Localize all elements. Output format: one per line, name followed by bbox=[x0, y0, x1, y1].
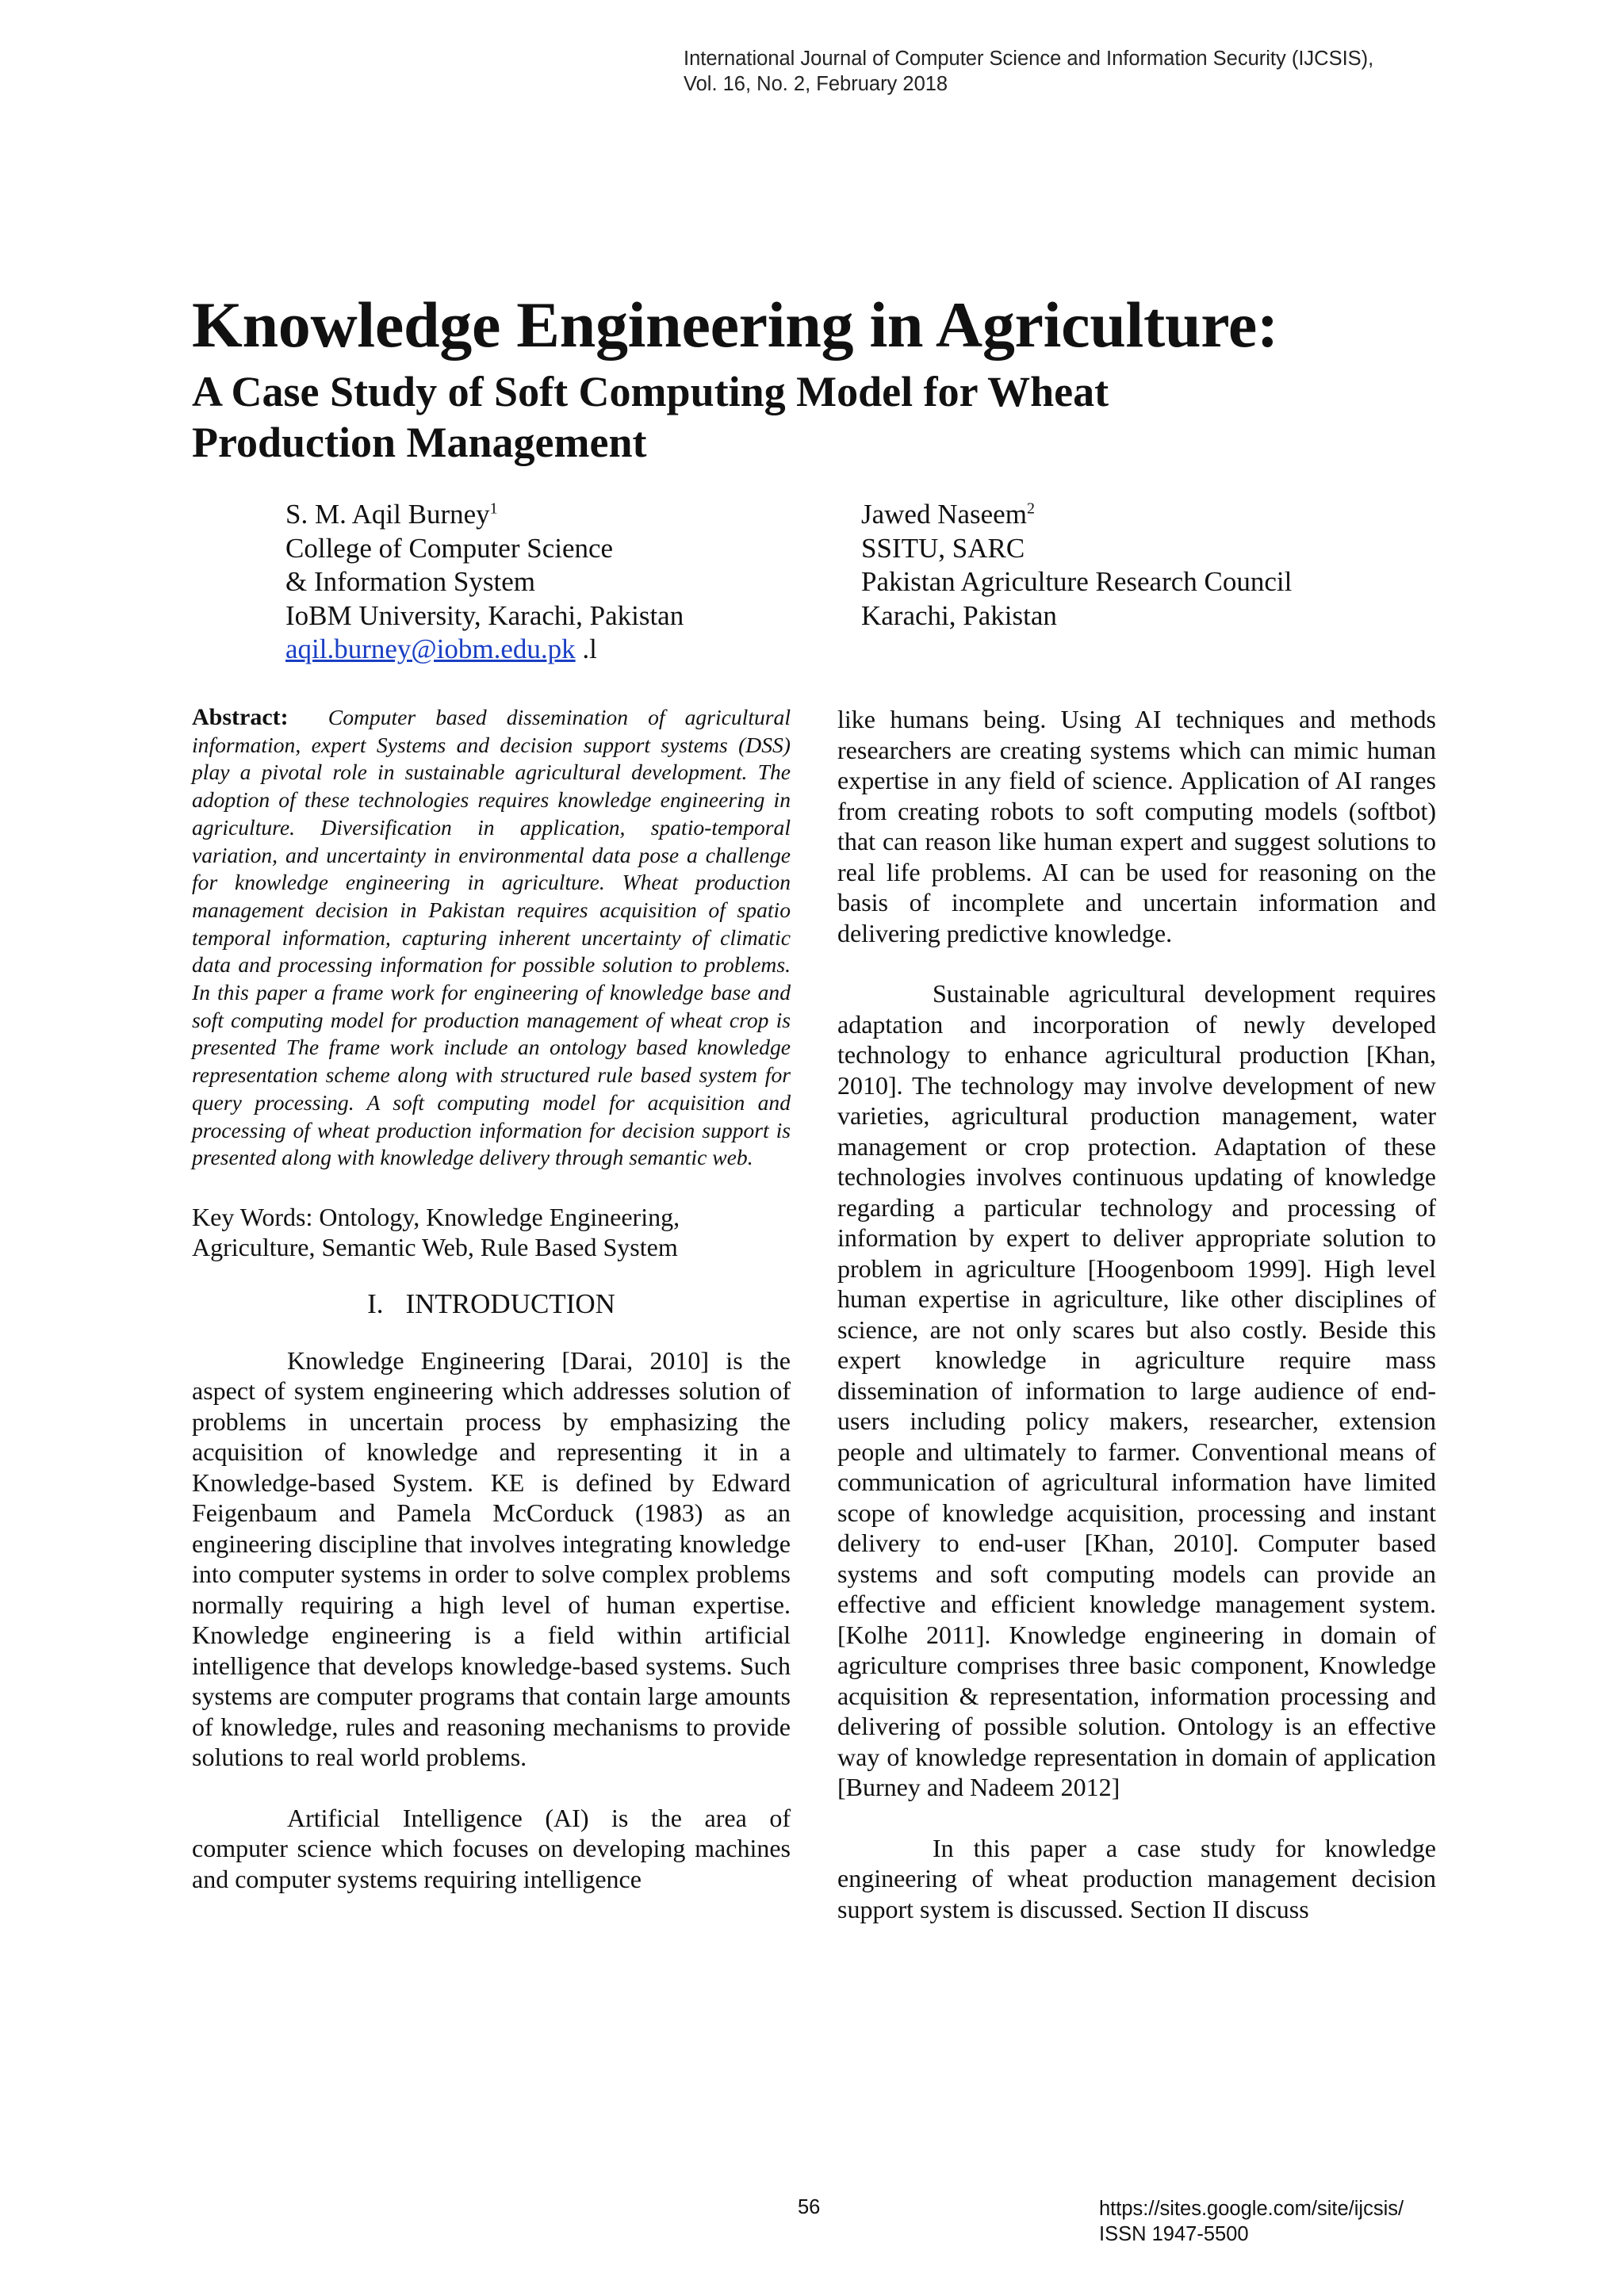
keywords: Key Words: Ontology, Knowledge Engineering, Agriculture, Semantic Web, Rule Based System bbox=[192, 1202, 680, 1262]
author-block-2 bbox=[861, 498, 1292, 633]
author-name: S. M. Aqil Burney bbox=[285, 499, 490, 530]
author-superscript: 1 bbox=[489, 499, 498, 518]
author-superscript: 2 bbox=[1026, 499, 1035, 518]
journal-name: International Journal of Computer Science and Information Security (IJCSIS), bbox=[684, 48, 1374, 70]
section-heading bbox=[192, 1288, 791, 1320]
author-affiliation: College of Computer Science bbox=[285, 532, 614, 564]
paper-title: Knowledge Engineering in Agriculture: bbox=[192, 289, 1279, 361]
footer-info bbox=[1099, 2196, 1404, 2247]
body-paragraph: like humans being. Using AI techniques and methods researchers are creating systems which can mimic human expertise in any field of science. Application of AI ranges from creating robots to soft computing models (softbot) that can reason like human expert and suggest solutions to real life problems. AI can be used for reasoning on the basis of incomplete and uncertain information and delivering predictive knowledge. bbox=[837, 705, 1436, 947]
journal-volume: Vol. 16, No. 2, February 2018 bbox=[684, 73, 948, 95]
author-affiliation: IoBM University, Karachi, Pakistan bbox=[285, 599, 684, 631]
abstract bbox=[192, 704, 791, 1172]
body-paragraph: In this paper a case study for knowledge engineering of wheat production management decision support system is discussed. Section II discuss bbox=[837, 1833, 1436, 1923]
body-paragraph: Artificial Intelligence (AI) is the area of computer science which focuses on developing machines and computer systems requiring intelligence bbox=[192, 1803, 791, 1893]
section-title: INTRODUCTION bbox=[405, 1288, 615, 1319]
author-affiliation: & Information System bbox=[285, 566, 535, 597]
left-column bbox=[192, 704, 791, 1924]
author-email-link[interactable]: aqil.burney@iobm.edu.pk bbox=[285, 633, 576, 664]
abstract-text: Computer based dissemination of agricultural information, expert Systems and decision support systems (DSS) play a pivotal role in sustainable agricultural development. The adoption of these technologies requires knowledge engineering in agriculture. Diversification in application, spatio-temporal variation, and uncertainty in environmental data pose a challenge for knowledge engineering in agriculture. Wheat production management decision in Pakistan requires acquisition of spatio temporal information, capturing inherent uncertainty of climatic data and processing information for possible solution to problems. In this paper a frame work for engineering of knowledge base and soft computing model for production management of wheat crop is presented The frame work include an ontology based knowledge representation scheme along with structured rule based system for query processing. A soft computing model for acquisition and processing of wheat production information for decision support is presented along with knowledge delivery through semantic web. bbox=[192, 705, 791, 1170]
journal-header bbox=[684, 46, 1588, 97]
email-suffix: .l bbox=[575, 633, 597, 664]
section-number: I. bbox=[367, 1288, 384, 1319]
title-block bbox=[192, 287, 1461, 468]
abstract-label: Abstract: bbox=[192, 704, 289, 730]
body-paragraph: Knowledge Engineering [Darai, 2010] is the aspect of system engineering which addresses solution of problems in uncertain process by emphasizing the acquisition of knowledge and representing it in a Knowledge-based System. KE is defined by Edward Feigenbaum and Pamela McCorduck (1983) as an engineering discipline that involves integrating knowledge into computer systems in order to solve complex problems normally requiring a high level of human expertise. Knowledge engineering is a field within artificial intelligence that develops knowledge-based systems. Such systems are computer programs that contain large amounts of knowledge, rules and reasoning mechanisms to provide solutions to real world problems. bbox=[192, 1345, 791, 1772]
footer-issn: ISSN 1947-5500 bbox=[1099, 2223, 1249, 2245]
paper-subtitle: A Case Study of Soft Computing Model for Wheat Production Management bbox=[192, 368, 1109, 466]
footer-url[interactable]: https://sites.google.com/site/ijcsis/ bbox=[1099, 2198, 1404, 2220]
author-block-1 bbox=[285, 498, 684, 667]
author-affiliation: SSITU, SARC bbox=[861, 532, 1025, 564]
right-column bbox=[837, 704, 1436, 1954]
page-number: 56 bbox=[798, 2196, 821, 2218]
author-name: Jawed Naseem bbox=[861, 499, 1027, 530]
body-paragraph: Sustainable agricultural development requires adaptation and incorporation of newly developed technology to enhance agricultural production [Khan, 2010]. The technology may involve development of new varieties, agricultural production management, water management or crop protection. Adaptation of these technologies involves continuous updating of knowledge regarding a particular technology and processing of information by expert to deliver appropriate solution to problem in agriculture [Hoogenboom 1999]. High level human expertise in agriculture, like other disciplines of science, are not only scares but also costly. Beside this expert knowledge in agriculture require mass dissemination of information to large audience of end-users including policy makers, researcher, extension people and ultimately to farmer. Conventional means of communication of agricultural information have limited scope of knowledge acquisition, processing and instant delivery to end-user [Khan, 2010]. Computer based systems and soft computing models can provide an effective and efficient knowledge management system. [Kolhe 2011]. Knowledge engineering in domain of agriculture comprises three basic component, Knowledge acquisition & representation, information processing and delivering of possible solution. Ontology is an effective way of knowledge representation in domain of application [Burney and Nadeem 2012] bbox=[837, 979, 1436, 1801]
author-affiliation: Pakistan Agriculture Research Council bbox=[861, 566, 1293, 597]
author-affiliation: Karachi, Pakistan bbox=[861, 599, 1057, 631]
